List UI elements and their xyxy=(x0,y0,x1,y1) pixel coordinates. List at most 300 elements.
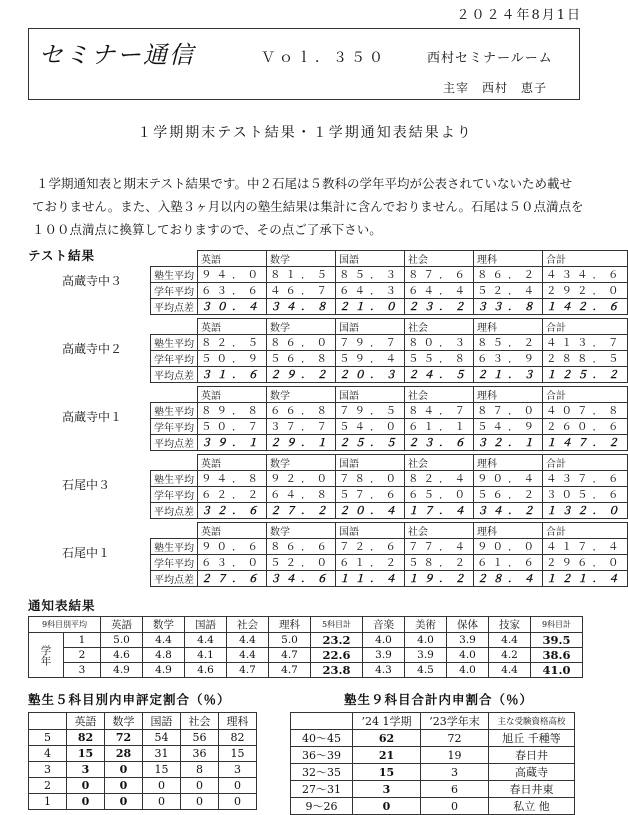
school-name: 石尾中１ xyxy=(62,546,111,560)
score-table xyxy=(150,250,628,315)
score-value: ８７．６ xyxy=(405,267,474,283)
ratio5-header-row xyxy=(29,713,257,730)
ratio9-school: 春日井東 xyxy=(489,781,575,798)
ratio9-title: 塾生９科目合計内申割合（％） xyxy=(344,692,534,707)
score-value: １４２．６ xyxy=(543,299,628,315)
tsuchi-value: 41.0 xyxy=(531,663,583,678)
ratio5-value: 0 xyxy=(105,762,143,778)
score-value: ８５．２ xyxy=(474,335,543,351)
ratio9-school: 高蔵寺 xyxy=(489,764,575,781)
organizer-name: 主宰 西村 恵子 xyxy=(443,81,548,95)
ratio5-value: 15 xyxy=(67,746,105,762)
tsuchi-value: 4.0 xyxy=(405,633,447,648)
corner-cell xyxy=(151,251,198,267)
tsuchi-header: 技家 xyxy=(489,617,531,633)
ratio9-current: 0 xyxy=(353,798,421,815)
ratio5-row xyxy=(29,762,257,778)
ratio5-value: 0 xyxy=(105,794,143,810)
score-value: ６２．２ xyxy=(198,487,267,503)
score-value: ３４．８ xyxy=(267,299,336,315)
tsuchi-value: 4.9 xyxy=(143,663,185,678)
score-value: ８６．６ xyxy=(267,539,336,555)
ratio5-table xyxy=(28,712,257,810)
score-value: ８０．３ xyxy=(405,335,474,351)
tsuchi-value: 23.8 xyxy=(311,663,363,678)
row-label: 学年平均 xyxy=(151,419,198,435)
subject-header: 英語 xyxy=(198,251,267,267)
score-value: ２０．４ xyxy=(336,503,405,519)
score-row-juku xyxy=(151,471,628,487)
subject-header: 合計 xyxy=(543,319,628,335)
tsuchi-header-row xyxy=(29,617,583,633)
score-value: ５４．９ xyxy=(474,419,543,435)
ratio9-row xyxy=(291,781,575,798)
school-name: 高蔵寺中３ xyxy=(62,274,123,288)
score-value: ６４．４ xyxy=(405,283,474,299)
score-row-diff xyxy=(151,435,628,451)
tsuchi-value: 4.4 xyxy=(489,663,531,678)
score-row-gakunen xyxy=(151,487,628,503)
tsuchi-value: 4.8 xyxy=(143,648,185,663)
ratio5-value: 0 xyxy=(67,794,105,810)
tsuchi-value: 4.9 xyxy=(101,663,143,678)
score-header-row xyxy=(151,387,628,403)
newsletter-header xyxy=(28,28,580,100)
subject-header: 数学 xyxy=(267,251,336,267)
score-value: ３７．７ xyxy=(267,419,336,435)
intro-paragraph: １学期通知表と期末テスト結果です。中２石尾は５教科の学年平均が公表されていないため載せておりません。また、入塾３ヶ月以内の塾生結果は集計に含んでおりません。石尾は５０点満点を１００点満点に換算しておりますので、その点ご了承下さい。 xyxy=(32,176,584,237)
score-row-gakunen xyxy=(151,351,628,367)
score-value: ５７．６ xyxy=(336,487,405,503)
subject-header: 社会 xyxy=(405,455,474,471)
ratio5-value: 0 xyxy=(105,778,143,794)
score-value: ８２．４ xyxy=(405,471,474,487)
ratio5-corner xyxy=(29,713,67,730)
row-label: 塾生平均 xyxy=(151,539,198,555)
tsuchi-value: 4.4 xyxy=(143,633,185,648)
score-value: ２３．２ xyxy=(405,299,474,315)
score-value: ６１．６ xyxy=(474,555,543,571)
row-label: 学年平均 xyxy=(151,351,198,367)
grade-label: 学年 xyxy=(29,633,64,678)
tsuchi-header: 5科目計 xyxy=(311,617,363,633)
score-value: ２９．１ xyxy=(267,435,336,451)
ratio5-value: 0 xyxy=(219,778,257,794)
row-label: 塾生平均 xyxy=(151,335,198,351)
ratio9-previous: 0 xyxy=(421,798,489,815)
row-label: 学年平均 xyxy=(151,283,198,299)
tsuchi-value: 4.6 xyxy=(101,648,143,663)
score-value: ８４．７ xyxy=(405,403,474,419)
ratio9-row xyxy=(291,730,575,747)
row-label: 平均点差 xyxy=(151,299,198,315)
score-value: ９０．６ xyxy=(198,539,267,555)
tsuchi-value: 3.9 xyxy=(447,633,489,648)
ratio5-value: 0 xyxy=(219,794,257,810)
tsuchi-value: 4.7 xyxy=(269,663,311,678)
score-value: ４１７．４ xyxy=(543,539,628,555)
ratio5-row xyxy=(29,794,257,810)
tsuchi-value: 39.5 xyxy=(531,633,583,648)
tsuchi-row xyxy=(29,648,583,663)
score-value: １３２．０ xyxy=(543,503,628,519)
score-value: ３４．２ xyxy=(474,503,543,519)
tsuchi-value: 4.0 xyxy=(447,663,489,678)
score-value: ７２．６ xyxy=(336,539,405,555)
score-value: ４３７．６ xyxy=(543,471,628,487)
score-value: ６３．９ xyxy=(474,351,543,367)
tsuchi-value: 38.6 xyxy=(531,648,583,663)
score-value: ４３４．６ xyxy=(543,267,628,283)
tsuchi-value: 4.1 xyxy=(185,648,227,663)
tsuchi-value: 4.2 xyxy=(489,648,531,663)
subject-header: 理科 xyxy=(474,319,543,335)
score-value: １１．４ xyxy=(336,571,405,587)
score-value: ９２．０ xyxy=(267,471,336,487)
score-row-juku xyxy=(151,335,628,351)
score-header-row xyxy=(151,251,628,267)
score-value: １７．４ xyxy=(405,503,474,519)
ratio5-value: 8 xyxy=(181,762,219,778)
row-label: 塾生平均 xyxy=(151,471,198,487)
score-table xyxy=(150,318,628,383)
ratio5-value: 3 xyxy=(67,762,105,778)
tsuchi-row xyxy=(29,663,583,678)
score-row-gakunen xyxy=(151,419,628,435)
ratio5-value: 0 xyxy=(143,794,181,810)
ratio9-school: 旭丘 千種等 xyxy=(489,730,575,747)
score-row-gakunen xyxy=(151,555,628,571)
score-value: ７９．５ xyxy=(336,403,405,419)
score-value: ３０．４ xyxy=(198,299,267,315)
score-value: ５０．７ xyxy=(198,419,267,435)
score-value: ７７．４ xyxy=(405,539,474,555)
score-value: ９０．０ xyxy=(474,539,543,555)
row-label: 平均点差 xyxy=(151,503,198,519)
ratio9-header-row xyxy=(291,713,575,730)
subject-header: 英語 xyxy=(198,319,267,335)
ratio5-value: 3 xyxy=(219,762,257,778)
score-row-diff xyxy=(151,503,628,519)
subject-header: 英語 xyxy=(198,387,267,403)
tsuchi-value: 5.0 xyxy=(101,633,143,648)
subject-header: 理科 xyxy=(474,387,543,403)
tsuchi-header: 国語 xyxy=(185,617,227,633)
tsuchi-value: 23.2 xyxy=(311,633,363,648)
ratio9-header: 主な受験資格高校 xyxy=(489,713,575,730)
ratio9-range: 27～31 xyxy=(291,781,353,798)
subject-header: 合計 xyxy=(543,455,628,471)
score-value: ８５．３ xyxy=(336,267,405,283)
ratio5-grade: 5 xyxy=(29,730,67,746)
tsuchi-value: 3.9 xyxy=(405,648,447,663)
score-value: ２６０．６ xyxy=(543,419,628,435)
ratio9-school: 私立 他 xyxy=(489,798,575,815)
ratio9-header: ’23学年末 xyxy=(421,713,489,730)
score-row-diff xyxy=(151,571,628,587)
tsuchi-value: 22.6 xyxy=(311,648,363,663)
score-value: ６３．０ xyxy=(198,555,267,571)
tsuchi-title: 通知表結果 xyxy=(28,598,96,613)
ratio9-school: 春日井 xyxy=(489,747,575,764)
score-value: ８７．０ xyxy=(474,403,543,419)
ratio5-value: 31 xyxy=(143,746,181,762)
school-name: 高蔵寺中２ xyxy=(62,342,123,356)
score-value: ８１．５ xyxy=(267,267,336,283)
score-value: ２０．３ xyxy=(336,367,405,383)
score-value: １２１．４ xyxy=(543,571,628,587)
article-headline: １学期期末テスト結果・１学期通知表結果より xyxy=(137,125,473,141)
score-value: １２５．２ xyxy=(543,367,628,383)
score-value: ５４．０ xyxy=(336,419,405,435)
school-name: 石尾中３ xyxy=(62,478,111,492)
tsuchi-value: 4.4 xyxy=(489,633,531,648)
corner-cell xyxy=(151,523,198,539)
subject-header: 国語 xyxy=(336,251,405,267)
score-value: ５８．２ xyxy=(405,555,474,571)
ratio9-table xyxy=(290,712,575,815)
row-label: 平均点差 xyxy=(151,571,198,587)
ratio9-current: 62 xyxy=(353,730,421,747)
score-value: ６１．１ xyxy=(405,419,474,435)
ratio9-range: 36～39 xyxy=(291,747,353,764)
score-table xyxy=(150,522,628,587)
tsuchi-header: 美術 xyxy=(405,617,447,633)
score-row-juku xyxy=(151,267,628,283)
tsuchi-value: 4.6 xyxy=(185,663,227,678)
corner-cell xyxy=(151,387,198,403)
ratio5-value: 15 xyxy=(143,762,181,778)
tsuchi-header: 英語 xyxy=(101,617,143,633)
ratio9-previous: 72 xyxy=(421,730,489,747)
ratio9-current: 21 xyxy=(353,747,421,764)
ratio5-value: 0 xyxy=(143,778,181,794)
score-value: ３１．６ xyxy=(198,367,267,383)
ratio5-value: 0 xyxy=(181,794,219,810)
issue-date: ２０２４年8月1日 xyxy=(456,8,582,23)
subject-header: 社会 xyxy=(405,319,474,335)
corner-cell xyxy=(151,319,198,335)
score-value: １９．２ xyxy=(405,571,474,587)
score-value: ２１．０ xyxy=(336,299,405,315)
ratio5-grade: 1 xyxy=(29,794,67,810)
ratio5-value: 28 xyxy=(105,746,143,762)
ratio5-row xyxy=(29,746,257,762)
score-value: ５２．４ xyxy=(474,283,543,299)
score-value: ８９．８ xyxy=(198,403,267,419)
row-label: 学年平均 xyxy=(151,555,198,571)
score-value: ９０．４ xyxy=(474,471,543,487)
tsuchi-value: 3.9 xyxy=(363,648,405,663)
subject-header: 数学 xyxy=(267,455,336,471)
tsuchi-header: 9科目計 xyxy=(531,617,583,633)
tsuchi-header: 音楽 xyxy=(363,617,405,633)
score-value: ６３．６ xyxy=(198,283,267,299)
ratio5-header: 理科 xyxy=(219,713,257,730)
tsuchi-value: 4.4 xyxy=(227,633,269,648)
newsletter-title: セミナー通信 xyxy=(39,41,195,69)
score-value: ８２．５ xyxy=(198,335,267,351)
row-label: 平均点差 xyxy=(151,435,198,451)
score-value: ６５．０ xyxy=(405,487,474,503)
subject-header: 理科 xyxy=(474,455,543,471)
tsuchi-header: 数学 xyxy=(143,617,185,633)
ratio9-range: 32～35 xyxy=(291,764,353,781)
ratio9-row xyxy=(291,798,575,815)
tsuchi-value: 4.5 xyxy=(405,663,447,678)
score-value: ２７．６ xyxy=(198,571,267,587)
score-value: ４６．７ xyxy=(267,283,336,299)
score-header-row xyxy=(151,523,628,539)
ratio9-row xyxy=(291,747,575,764)
subject-header: 合計 xyxy=(543,387,628,403)
ratio9-row xyxy=(291,764,575,781)
score-value: ４０７．８ xyxy=(543,403,628,419)
score-value: ５６．２ xyxy=(474,487,543,503)
tsuchi-table xyxy=(28,616,583,678)
subject-header: 社会 xyxy=(405,251,474,267)
ratio5-value: 56 xyxy=(181,730,219,746)
ratio5-grade: 3 xyxy=(29,762,67,778)
score-value: ６４．３ xyxy=(336,283,405,299)
ratio5-header: 国語 xyxy=(143,713,181,730)
subject-header: 国語 xyxy=(336,319,405,335)
score-value: １４７．２ xyxy=(543,435,628,451)
grade-number: 1 xyxy=(64,633,101,648)
score-value: ２９．２ xyxy=(267,367,336,383)
score-value: ３２．６ xyxy=(198,503,267,519)
tsuchi-value: 4.3 xyxy=(363,663,405,678)
ratio5-header: 英語 xyxy=(67,713,105,730)
score-value: ２８．４ xyxy=(474,571,543,587)
subject-header: 合計 xyxy=(543,523,628,539)
row-label: 平均点差 xyxy=(151,367,198,383)
subject-header: 数学 xyxy=(267,387,336,403)
ratio9-current: 15 xyxy=(353,764,421,781)
score-value: ３２．１ xyxy=(474,435,543,451)
score-value: ２３．６ xyxy=(405,435,474,451)
subject-header: 数学 xyxy=(267,523,336,539)
tsuchi-header: 社会 xyxy=(227,617,269,633)
score-value: ６６．８ xyxy=(267,403,336,419)
tsuchi-value: 4.7 xyxy=(227,663,269,678)
ratio5-row xyxy=(29,730,257,746)
test-results-title: テスト結果 xyxy=(28,248,96,263)
score-header-row xyxy=(151,319,628,335)
subject-header: 英語 xyxy=(198,523,267,539)
score-value: ９４．８ xyxy=(198,471,267,487)
tsuchi-corner: 9科目別平均 xyxy=(29,617,101,633)
score-value: ２５．５ xyxy=(336,435,405,451)
subject-header: 合計 xyxy=(543,251,628,267)
ratio9-range: 40～45 xyxy=(291,730,353,747)
score-value: ２７．２ xyxy=(267,503,336,519)
ratio5-value: 0 xyxy=(67,778,105,794)
score-value: ５２．０ xyxy=(267,555,336,571)
score-row-juku xyxy=(151,539,628,555)
score-row-diff xyxy=(151,299,628,315)
tsuchi-value: 5.0 xyxy=(269,633,311,648)
subject-header: 社会 xyxy=(405,523,474,539)
grade-number: 2 xyxy=(64,648,101,663)
tsuchi-value: 4.4 xyxy=(185,633,227,648)
ratio9-current: 3 xyxy=(353,781,421,798)
ratio5-grade: 2 xyxy=(29,778,67,794)
subject-header: 社会 xyxy=(405,387,474,403)
score-value: ３３．８ xyxy=(474,299,543,315)
ratio5-row xyxy=(29,778,257,794)
ratio5-header: 社会 xyxy=(181,713,219,730)
ratio9-previous: 3 xyxy=(421,764,489,781)
score-value: ２９２．０ xyxy=(543,283,628,299)
row-label: 塾生平均 xyxy=(151,403,198,419)
organization-name: 西村セミナールーム xyxy=(427,51,553,66)
score-row-diff xyxy=(151,367,628,383)
tsuchi-header: 理科 xyxy=(269,617,311,633)
subject-header: 国語 xyxy=(336,387,405,403)
score-value: ２１．３ xyxy=(474,367,543,383)
score-row-juku xyxy=(151,403,628,419)
ratio9-corner xyxy=(291,713,353,730)
score-value: ２８８．５ xyxy=(543,351,628,367)
score-value: ３４．６ xyxy=(267,571,336,587)
score-value: ６１．２ xyxy=(336,555,405,571)
subject-header: 英語 xyxy=(198,455,267,471)
volume-number: Ｖｏｌ．３５０ xyxy=(261,50,387,66)
score-row-gakunen xyxy=(151,283,628,299)
score-value: ７９．７ xyxy=(336,335,405,351)
ratio5-value: 54 xyxy=(143,730,181,746)
subject-header: 理科 xyxy=(474,251,543,267)
ratio9-header: ’24 1学期 xyxy=(353,713,421,730)
score-value: ７８．０ xyxy=(336,471,405,487)
ratio9-range: 9～26 xyxy=(291,798,353,815)
school-name: 高蔵寺中１ xyxy=(62,410,123,424)
score-value: ２４．５ xyxy=(405,367,474,383)
score-value: ５９．４ xyxy=(336,351,405,367)
score-value: ８６．０ xyxy=(267,335,336,351)
grade-number: 3 xyxy=(64,663,101,678)
ratio5-value: 82 xyxy=(219,730,257,746)
subject-header: 国語 xyxy=(336,523,405,539)
score-value: ９４．０ xyxy=(198,267,267,283)
ratio5-value: 72 xyxy=(105,730,143,746)
ratio5-header: 数学 xyxy=(105,713,143,730)
subject-header: 数学 xyxy=(267,319,336,335)
tsuchi-row xyxy=(29,633,583,648)
tsuchi-value: 4.0 xyxy=(447,648,489,663)
score-value: ２９６．０ xyxy=(543,555,628,571)
tsuchi-value: 4.7 xyxy=(269,648,311,663)
score-value: ３９．１ xyxy=(198,435,267,451)
ratio9-previous: 19 xyxy=(421,747,489,764)
score-table xyxy=(150,454,628,519)
ratio5-title: 塾生５科目別内申評定割合（％） xyxy=(28,692,231,707)
row-label: 塾生平均 xyxy=(151,267,198,283)
tsuchi-value: 4.4 xyxy=(227,648,269,663)
score-value: ３０５．６ xyxy=(543,487,628,503)
row-label: 学年平均 xyxy=(151,487,198,503)
ratio5-value: 82 xyxy=(67,730,105,746)
tsuchi-header: 保体 xyxy=(447,617,489,633)
subject-header: 理科 xyxy=(474,523,543,539)
ratio9-previous: 6 xyxy=(421,781,489,798)
score-header-row xyxy=(151,455,628,471)
ratio5-value: 15 xyxy=(219,746,257,762)
corner-cell xyxy=(151,455,198,471)
score-table xyxy=(150,386,628,451)
ratio5-value: 36 xyxy=(181,746,219,762)
